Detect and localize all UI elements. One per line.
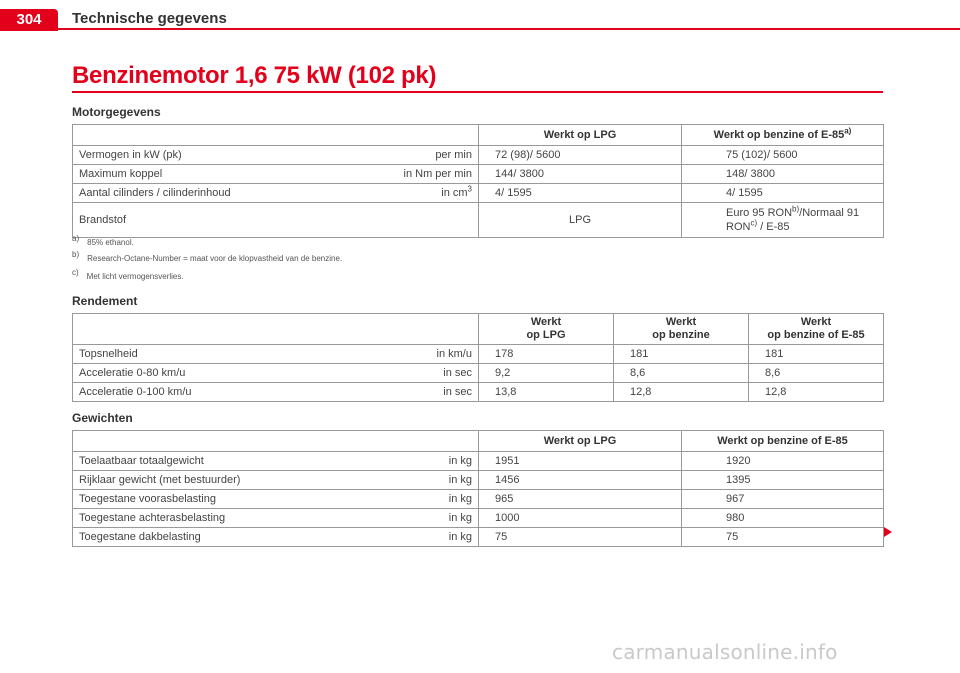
- row-label-text: Acceleratie 0-80 km/u: [79, 366, 186, 379]
- header-benzine-label: Werkt op benzine of E-85: [713, 128, 845, 141]
- table-row: [73, 490, 884, 509]
- row-label-text: Toegestane voorasbelasting: [79, 492, 216, 505]
- row-label: [73, 203, 479, 238]
- cell-lpg: 75: [479, 528, 682, 547]
- header-rule: [58, 28, 960, 30]
- row-unit: [441, 183, 472, 200]
- header-lpg: Werkt op LPG: [479, 431, 682, 452]
- cell-lpg: 72 (98)/ 5600: [479, 146, 682, 165]
- header-line-1: Werkt: [530, 316, 562, 328]
- table-header-row: [73, 125, 884, 146]
- header-benzine: Werkt op benzine of E-85: [682, 431, 884, 452]
- row-label: [73, 528, 479, 547]
- cell-lpg: 1000: [479, 509, 682, 528]
- cell-lpg: 9,2: [479, 364, 614, 383]
- row-unit: in kg: [448, 454, 472, 467]
- header-line-1: Werkt: [800, 316, 832, 328]
- footnote-mark: a): [72, 234, 80, 244]
- watermark: carmanualsonline.info: [612, 640, 838, 664]
- table-row: [73, 471, 884, 490]
- header-lpg: Werkt op LPG: [479, 125, 682, 146]
- row-label: [73, 490, 479, 509]
- cell-benzine: [682, 203, 884, 238]
- page-header: [0, 0, 960, 30]
- row-label: [73, 165, 479, 184]
- gewichten-table: [72, 430, 884, 547]
- row-label-text: Rijklaar gewicht (met bestuurder): [79, 473, 241, 486]
- header-benzine: [614, 314, 749, 345]
- table-row: [73, 528, 884, 547]
- row-label: [73, 184, 479, 203]
- cell-lpg: 13,8: [479, 383, 614, 402]
- header-line-2: op benzine of E-85: [767, 329, 865, 341]
- row-unit: in sec: [443, 385, 472, 398]
- section-gewichten: Gewichten: [72, 411, 133, 425]
- row-label: [73, 383, 479, 402]
- cell-benzine: 148/ 3800: [682, 165, 884, 184]
- cell-lpg: 144/ 3800: [479, 165, 682, 184]
- cell-benzine: 980: [682, 509, 884, 528]
- title-rule: [72, 91, 883, 93]
- row-unit: in km/u: [436, 347, 472, 360]
- table-header-row: [73, 314, 884, 345]
- cell-benzine: 4/ 1595: [682, 184, 884, 203]
- table-row: [73, 184, 884, 203]
- cell-lpg: 4/ 1595: [479, 184, 682, 203]
- cell-benzine: 1395: [682, 471, 884, 490]
- cell-e85: 8,6: [749, 364, 884, 383]
- page-number: 304: [0, 9, 58, 31]
- cell-benzine: 1920: [682, 452, 884, 471]
- fuel-text-3: RON: [726, 221, 751, 233]
- cell-benzine: 8,6: [614, 364, 749, 383]
- row-label-text: Acceleratie 0-100 km/u: [79, 385, 192, 398]
- table-row: [73, 165, 884, 184]
- footnote-mark-c: c): [750, 218, 758, 228]
- row-label: [73, 471, 479, 490]
- row-unit: in Nm per min: [403, 167, 472, 180]
- row-unit: in kg: [448, 473, 472, 486]
- row-label-text: Brandstof: [79, 213, 127, 226]
- table-row: [73, 383, 884, 402]
- header-empty: [73, 431, 479, 452]
- row-label-text: Topsnelheid: [79, 347, 138, 360]
- row-label-text: Maximum koppel: [79, 167, 163, 180]
- header-benzine: [682, 125, 884, 146]
- row-unit: in sec: [443, 366, 472, 379]
- rendement-table: [72, 313, 884, 402]
- cell-benzine: 181: [614, 345, 749, 364]
- footnote-mark: b): [72, 250, 80, 260]
- cell-lpg: 965: [479, 490, 682, 509]
- section-motorgegevens: Motorgegevens: [72, 105, 161, 119]
- row-label: [73, 509, 479, 528]
- header-line-2: op LPG: [526, 329, 566, 341]
- row-label: [73, 345, 479, 364]
- row-unit: in kg: [448, 530, 472, 543]
- footnote-text: Research-Octane-Number = maat voor de klopvastheid van de benzine.: [87, 254, 343, 263]
- row-label-text: Toegestane dakbelasting: [79, 530, 201, 543]
- header-line-1: Werkt: [665, 316, 697, 328]
- footnote-mark-b: b): [792, 204, 800, 214]
- footnote-mark-a: a): [844, 125, 852, 135]
- footnote-text: Met licht vermogensverlies.: [86, 272, 184, 281]
- cell-lpg: 178: [479, 345, 614, 364]
- table-row: [73, 146, 884, 165]
- cell-lpg: 1951: [479, 452, 682, 471]
- row-label-text: Vermogen in kW (pk): [79, 148, 182, 161]
- cell-benzine: 75 (102)/ 5600: [682, 146, 884, 165]
- fuel-text-1: Euro 95 RON: [726, 207, 793, 219]
- row-label-text: Aantal cilinders / cilinderinhoud: [79, 186, 231, 199]
- fuel-text-4: / E-85: [757, 221, 790, 233]
- row-unit-text: in cm: [441, 186, 468, 199]
- cell-lpg: LPG: [479, 203, 682, 238]
- row-label-text: Toelaatbaar totaalgewicht: [79, 454, 204, 467]
- table-row: [73, 203, 884, 238]
- row-label: [73, 364, 479, 383]
- page-title: Benzinemotor 1,6 75 kW (102 pk): [72, 62, 437, 89]
- cell-benzine: 12,8: [614, 383, 749, 402]
- row-label: [73, 146, 479, 165]
- footnote-text: 85% ethanol.: [87, 238, 134, 247]
- cell-lpg: 1456: [479, 471, 682, 490]
- table-header-row: [73, 431, 884, 452]
- header-line-2: op benzine: [652, 329, 710, 341]
- continue-arrow-icon: [884, 527, 892, 537]
- table-row: [73, 452, 884, 471]
- table-row: [73, 509, 884, 528]
- cell-e85: 12,8: [749, 383, 884, 402]
- cell-benzine: 75: [682, 528, 884, 547]
- footnote-c: [72, 268, 184, 282]
- row-label-text: Toegestane achterasbelasting: [79, 511, 226, 524]
- header-lpg: [479, 314, 614, 345]
- cell-benzine: 967: [682, 490, 884, 509]
- table-row: [73, 345, 884, 364]
- unit-superscript: 3: [467, 183, 472, 193]
- row-unit: in kg: [448, 492, 472, 505]
- footnote-b: [72, 250, 343, 264]
- row-unit: per min: [435, 148, 472, 161]
- header-benzine-e85: [749, 314, 884, 345]
- header-empty: [73, 314, 479, 345]
- fuel-text-2: /Normaal 91: [799, 207, 860, 219]
- motor-table: [72, 124, 884, 238]
- footnote-mark: c): [72, 268, 79, 278]
- table-row: [73, 364, 884, 383]
- row-label: [73, 452, 479, 471]
- section-rendement: Rendement: [72, 294, 138, 308]
- header-empty: [73, 125, 479, 146]
- footnote-a: [72, 234, 134, 248]
- cell-e85: 181: [749, 345, 884, 364]
- header-title: Technische gegevens: [72, 10, 227, 27]
- row-unit: in kg: [448, 511, 472, 524]
